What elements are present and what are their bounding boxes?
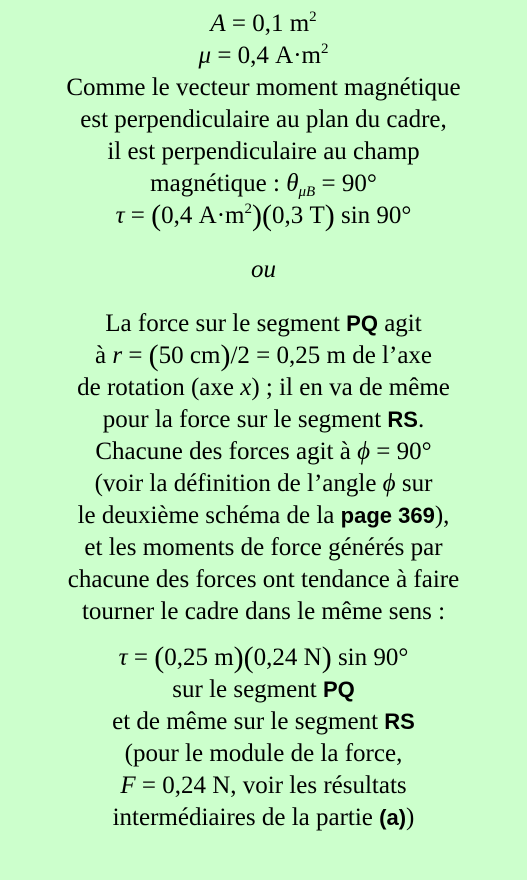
text-line: chacune des forces ont tendance à faire [67,566,460,593]
equation-torque-1: τ = (0,4 $A\cdot m^2)(0,3$ T) sin 90° [115,199,412,232]
equation-moment: μ = 0,4 $A\cdot m^2$ [198,41,329,69]
equation-torque-2: τ = (0,25 m)(0,24 N) sin 90° [118,641,409,674]
text-line: sur le segment PQ [172,676,355,703]
text-line: tourner le cadre dans le même sens : [81,598,446,625]
page-reference: page 369 [340,503,435,528]
equation-area: A = 0,1 $m^2$ [210,9,317,37]
text-line: pour la force sur le segment RS. [102,406,425,433]
text-line-part-ref: intermédiaires de la partie (a)) [112,804,415,831]
text-line: est perpendiculaire au plan du cadre, [80,106,447,133]
text-line-angle: magnétique : $\theta_{\mu B} = 90^\circ$ [150,170,377,200]
text-line: Chacune des forces agit à ϕ = 90° [95,438,432,465]
text-line: et de même sur le segment RS [112,708,415,735]
separator-ou: ou [251,256,276,283]
part-reference: (a) [379,805,407,830]
text-line: (pour le module de la force, [124,740,403,767]
text-line: (voir la définition de l’angle ϕ sur [94,470,433,497]
text-line: F = 0,24 N, voir les résultats [120,772,407,799]
text-line: à r = (50 cm)/2 = 0,25 m de l’axe [94,339,433,372]
text-line: de rotation (axe x) ; il en va de même [77,374,450,401]
text-line-page-ref: le deuxième schéma de la page 369), [77,502,450,529]
text-line: il est perpendiculaire au champ [107,138,420,165]
text-line: La force sur le segment PQ agit [105,310,422,337]
text-line: Comme le vecteur moment magnétique [66,74,461,101]
text-line: et les moments de force générés par [84,534,443,561]
